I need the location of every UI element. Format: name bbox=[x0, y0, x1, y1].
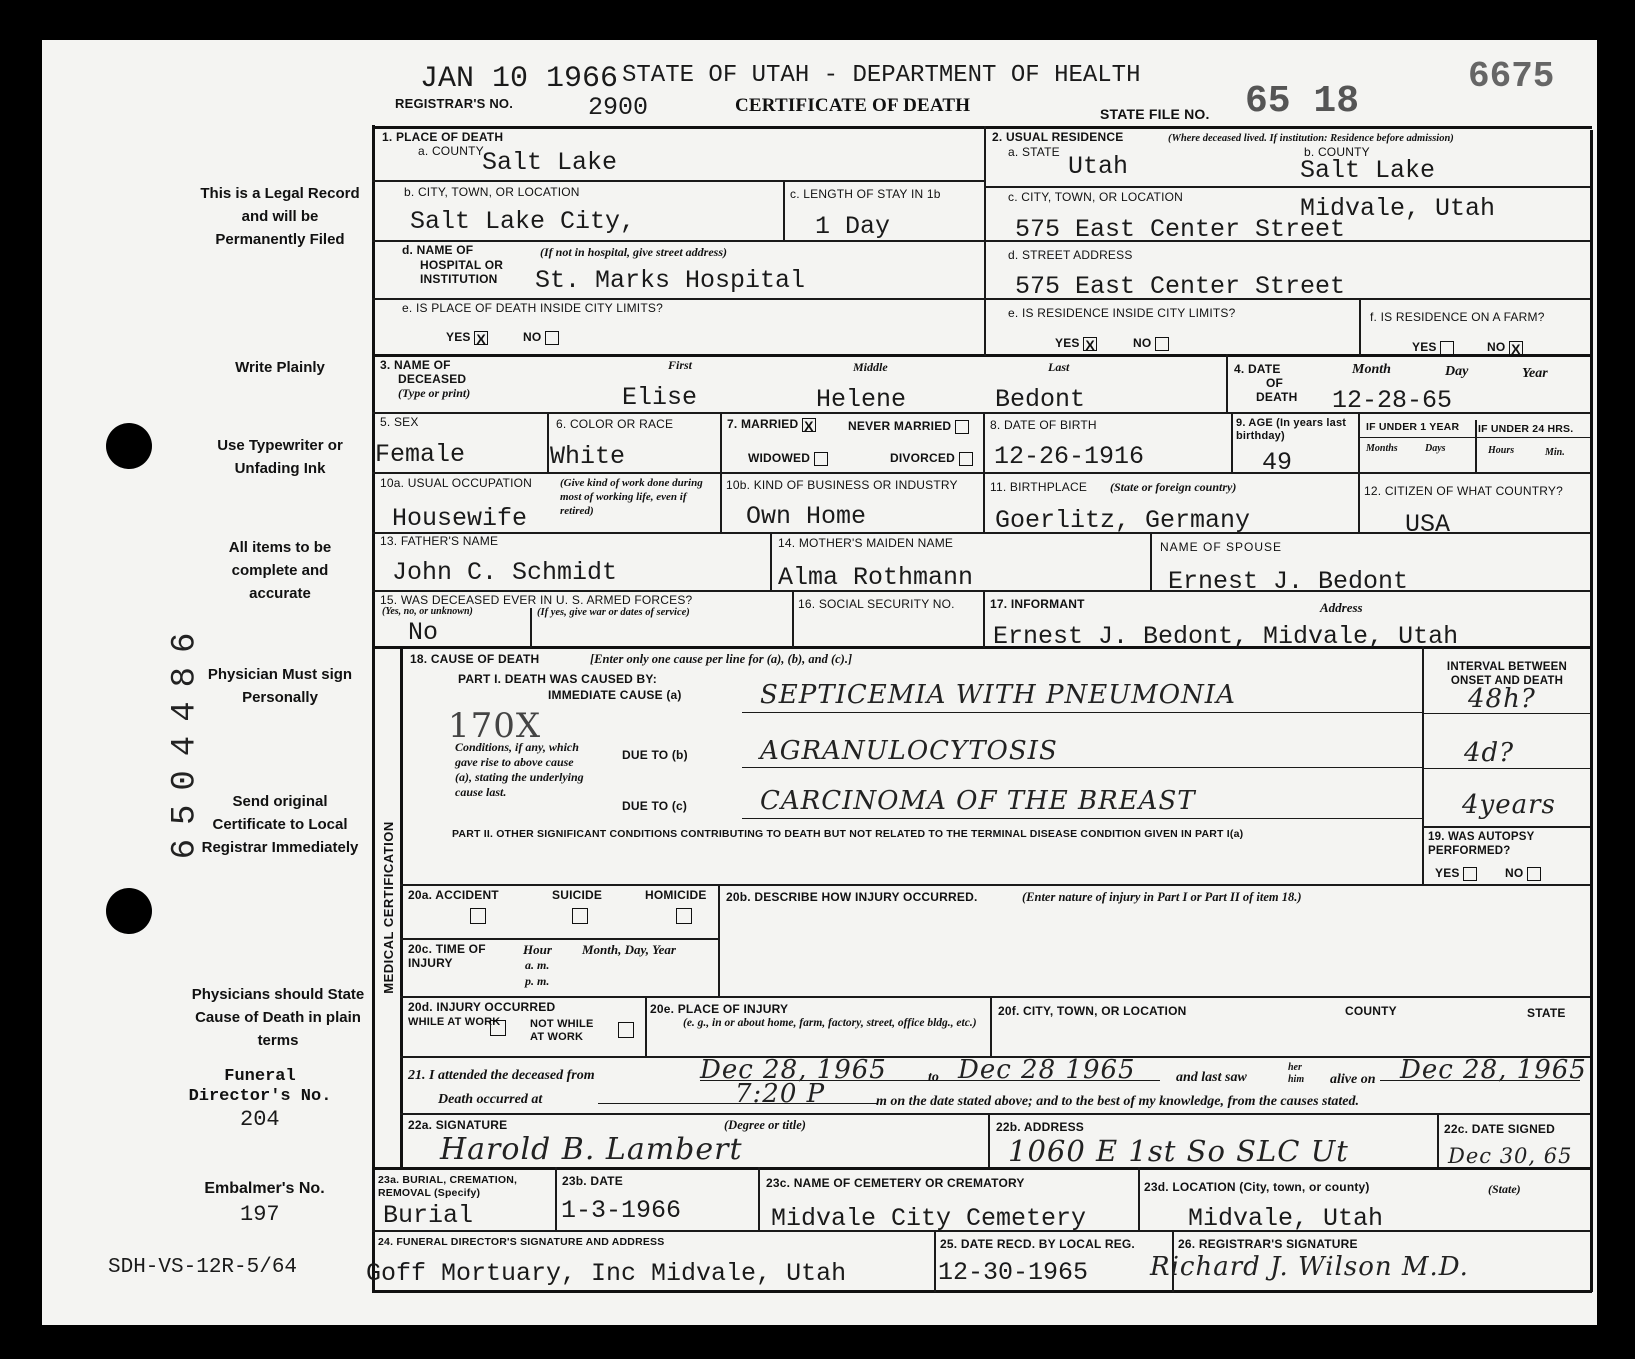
mother-name-label: 14. MOTHER'S MAIDEN NAME bbox=[778, 536, 954, 550]
occupation-label: 10a. USUAL OCCUPATION bbox=[380, 476, 533, 490]
occupation-value: Housewife bbox=[392, 504, 528, 533]
race-label: 6. COLOR OR RACE bbox=[556, 417, 674, 431]
autopsy-no[interactable] bbox=[1505, 866, 1541, 881]
accident-label: 20a. ACCIDENT bbox=[408, 888, 499, 902]
residence-inside-no[interactable] bbox=[1133, 336, 1169, 351]
registrar-no-label: REGISTRAR'S NO. bbox=[395, 96, 514, 111]
death-date-label-b: OF bbox=[1266, 376, 1284, 390]
occupation-note: (Give kind of work done during most of working life, even if retired) bbox=[560, 477, 703, 517]
widowed-text: WIDOWED bbox=[748, 451, 811, 465]
agency-title: STATE OF UTAH - DEPARTMENT OF HEALTH bbox=[622, 62, 1141, 89]
mdy-label: Month, Day, Year bbox=[582, 942, 676, 957]
armed-forces-note-a: (Yes, no, or unknown) bbox=[382, 606, 473, 617]
armed-forces-value: No bbox=[408, 618, 439, 647]
location-state-label: (State) bbox=[1488, 1182, 1521, 1196]
hospital-label-c: INSTITUTION bbox=[420, 272, 498, 286]
residence-street-label: d. STREET ADDRESS bbox=[1008, 248, 1133, 262]
sidebar-state-cause: Physicians should State Cause of Death in plain terms bbox=[191, 986, 365, 1049]
received-stamp: JAN 10 1966 bbox=[420, 62, 619, 96]
due-to-b-label: DUE TO (b) bbox=[622, 748, 688, 762]
date-recd-label: 25. DATE RECD. BY LOCAL REG. bbox=[940, 1237, 1135, 1251]
icd-code: 170X bbox=[448, 706, 542, 746]
autopsy-no-label: NO bbox=[1505, 866, 1524, 880]
informant-label: 17. INFORMANT bbox=[990, 597, 1085, 611]
part2-label: PART II. OTHER SIGNIFICANT CONDITIONS CONTRIBUTING TO DEATH BUT NOT RELATED TO THE TERMINAL DISEASE CONDITION GIVEN IN PART I(a) bbox=[452, 828, 1244, 840]
marital-married[interactable] bbox=[727, 417, 816, 432]
interval-b: 4d? bbox=[1464, 738, 1515, 768]
cause-of-death-note: [Enter only one cause per line for (a), (b), and (c).] bbox=[590, 652, 853, 666]
spouse-label: NAME OF SPOUSE bbox=[1160, 540, 1283, 554]
medical-cert-vertical: MEDICAL CERTIFICATION bbox=[380, 821, 396, 994]
injury-place-label: 20e. PLACE OF INJURY bbox=[650, 1002, 789, 1016]
age-label: 9. AGE (In years last birthday) bbox=[1236, 417, 1347, 442]
sidebar-physician-sign: Physician Must sign Personally bbox=[207, 666, 353, 706]
not-while-at-work[interactable] bbox=[530, 1018, 610, 1044]
sex-label: 5. SEX bbox=[380, 415, 419, 429]
vertical-serial: 6504486 bbox=[166, 618, 205, 860]
married-checkbox[interactable]: X bbox=[802, 418, 816, 432]
death-occurred-label: Death occurred at bbox=[438, 1092, 543, 1107]
death-inside-no-label: NO bbox=[523, 330, 542, 344]
dob-value: 12-26-1916 bbox=[994, 442, 1145, 471]
death-inside-yes-checkbox[interactable]: X bbox=[474, 331, 488, 345]
death-date-label-a: 4. DATE bbox=[1234, 362, 1281, 376]
sidebar-complete: All items to be complete and accurate bbox=[228, 539, 332, 602]
residence-city-line2: 575 East Center Street bbox=[1015, 215, 1346, 244]
death-city: Salt Lake City, bbox=[410, 207, 636, 236]
citizen-value: USA bbox=[1405, 510, 1451, 539]
funeral-director-sig-label: 24. FUNERAL DIRECTOR'S SIGNATURE AND ADDRESS bbox=[378, 1236, 665, 1248]
death-date: 12-28-65 bbox=[1332, 386, 1453, 415]
hospital-label-b: HOSPITAL OR bbox=[420, 258, 504, 272]
disposition-label: 23a. BURIAL, CREMATION, REMOVAL (Specify) bbox=[378, 1174, 518, 1199]
farm-no[interactable] bbox=[1487, 340, 1523, 355]
part1-label: PART I. DEATH WAS CAUSED BY: bbox=[458, 672, 657, 686]
months-label: Months bbox=[1366, 443, 1398, 454]
death-county: Salt Lake bbox=[482, 148, 618, 177]
father-name: John C. Schmidt bbox=[392, 558, 618, 587]
residence-inside-yes-label: YES bbox=[1055, 336, 1080, 350]
armed-forces-note-b: (If yes, give war or dates of service) bbox=[537, 607, 690, 618]
sidebar-typewriter: Use Typewriter or Unfading Ink bbox=[217, 437, 343, 477]
autopsy-label: 19. WAS AUTOPSY PERFORMED? bbox=[1428, 831, 1535, 857]
signature-label: 22a. SIGNATURE bbox=[408, 1118, 508, 1132]
residence-state-label: a. STATE bbox=[1008, 145, 1060, 159]
location-label: 23d. LOCATION (City, town, or county) bbox=[1144, 1180, 1370, 1194]
marital-divorced[interactable] bbox=[890, 451, 973, 466]
death-county-label: a. COUNTY bbox=[418, 144, 484, 158]
business-label: 10b. KIND OF BUSINESS OR INDUSTRY bbox=[726, 478, 958, 492]
hospital-label-a: d. NAME OF bbox=[402, 243, 474, 257]
widowed-checkbox[interactable] bbox=[814, 452, 828, 466]
length-of-stay: 1 Day bbox=[815, 212, 891, 241]
death-occurred-time: 7:20 P bbox=[735, 1079, 826, 1109]
attended-from: Dec 28, 1965 bbox=[700, 1055, 887, 1085]
funeral-director-no: 204 bbox=[240, 1107, 280, 1132]
deceased-name-label-b: DECEASED bbox=[398, 372, 467, 386]
interval-a: 48h? bbox=[1468, 684, 1536, 714]
hours-label: Hours bbox=[1488, 445, 1515, 456]
age-value: 49 bbox=[1262, 448, 1293, 477]
farm-yes-checkbox[interactable] bbox=[1440, 341, 1454, 355]
spouse-name: Ernest J. Bedont bbox=[1168, 567, 1409, 596]
last-saw-label: and last saw bbox=[1176, 1070, 1247, 1085]
autopsy-yes[interactable] bbox=[1435, 866, 1477, 881]
citizen-label: 12. CITIZEN OF WHAT COUNTRY? bbox=[1364, 484, 1563, 498]
am-label: a. m. bbox=[525, 958, 550, 972]
location-value: Midvale, Utah bbox=[1188, 1204, 1384, 1233]
farm-no-label: NO bbox=[1487, 340, 1506, 354]
injury-county-label: COUNTY bbox=[1345, 1004, 1397, 1018]
under-24-hrs: IF UNDER 24 HRS. bbox=[1478, 423, 1574, 435]
degree-label: (Degree or title) bbox=[724, 1118, 806, 1132]
usual-residence-label: 2. USUAL RESIDENCE bbox=[992, 130, 1124, 144]
funeral-director-value: Goff Mortuary, Inc Midvale, Utah bbox=[366, 1259, 847, 1288]
her-him-label: her him bbox=[1288, 1062, 1305, 1085]
sidebar-send-original: Send original Certificate to Local Registrar Immediately bbox=[201, 793, 359, 856]
registrar-signature: Richard J. Wilson M.D. bbox=[1150, 1252, 1469, 1282]
not-while-at-work-checkbox[interactable] bbox=[618, 1022, 634, 1038]
pm-label: p. m. bbox=[525, 974, 550, 988]
farm-yes-label: YES bbox=[1412, 340, 1437, 354]
death-day-label: Day bbox=[1445, 364, 1469, 379]
corner-number: 6675 bbox=[1468, 56, 1555, 97]
farm-yes[interactable] bbox=[1412, 340, 1454, 355]
autopsy-yes-checkbox[interactable] bbox=[1463, 867, 1477, 881]
death-month-label: Month bbox=[1352, 362, 1391, 377]
physician-signature: Harold B. Lambert bbox=[440, 1132, 743, 1167]
autopsy-yes-label: YES bbox=[1435, 866, 1460, 880]
attended-to: Dec 28 1965 bbox=[958, 1055, 1136, 1085]
ssn-label: 16. SOCIAL SECURITY NO. bbox=[798, 597, 955, 611]
disposition-value: Burial bbox=[383, 1201, 474, 1230]
suicide-label: SUICIDE bbox=[552, 888, 603, 902]
not-while-at-work-label: NOT WHILE AT WORK bbox=[530, 1018, 594, 1043]
burial-date: 1-3-1966 bbox=[561, 1196, 682, 1225]
suicide-checkbox[interactable] bbox=[572, 908, 588, 924]
last-name-label: Last bbox=[1048, 360, 1070, 374]
homicide-checkbox[interactable] bbox=[676, 908, 692, 924]
cause-immediate: SEPTICEMIA WITH PNEUMONIA bbox=[760, 680, 1236, 710]
residence-city: Midvale, Utah bbox=[1300, 194, 1496, 223]
cause-due-c: CARCINOMA OF THE BREAST bbox=[760, 786, 1196, 816]
days-label: Days bbox=[1425, 443, 1446, 454]
armed-forces-label: 15. WAS DECEASED EVER IN U. S. ARMED FORCES? bbox=[380, 593, 693, 607]
residence-inside-yes[interactable] bbox=[1055, 336, 1097, 351]
birthplace-value: Goerlitz, Germany bbox=[995, 506, 1251, 535]
punch-hole-bottom bbox=[106, 888, 152, 934]
middle-name-label: Middle bbox=[853, 360, 888, 374]
physician-address: 1060 E 1st So SLC Ut bbox=[1008, 1134, 1349, 1168]
residence-street: 575 East Center Street bbox=[1015, 272, 1346, 301]
burial-date-label: 23b. DATE bbox=[562, 1174, 623, 1188]
attended-to-label: to bbox=[928, 1070, 939, 1085]
place-of-death-label: 1. PLACE OF DEATH bbox=[382, 130, 504, 144]
embalmer-no: 197 bbox=[240, 1202, 280, 1227]
residence-inside-no-label: NO bbox=[1133, 336, 1152, 350]
physician-address-label: 22b. ADDRESS bbox=[996, 1120, 1084, 1134]
residence-inside-no-checkbox[interactable] bbox=[1155, 337, 1169, 351]
father-name-label: 13. FATHER'S NAME bbox=[380, 534, 499, 548]
cause-of-death-label: 18. CAUSE OF DEATH bbox=[410, 652, 540, 666]
due-to-c-label: DUE TO (c) bbox=[622, 799, 688, 813]
divorced-text: DIVORCED bbox=[890, 451, 955, 465]
death-inside-no-checkbox[interactable] bbox=[545, 331, 559, 345]
length-of-stay-label: c. LENGTH OF STAY IN 1b bbox=[790, 187, 941, 201]
dob-label: 8. DATE OF BIRTH bbox=[990, 418, 1097, 432]
immediate-cause-label: IMMEDIATE CAUSE (a) bbox=[548, 688, 682, 702]
deceased-name-label-a: 3. NAME OF bbox=[380, 358, 451, 372]
injury-how-note: (Enter nature of injury in Part I or Part II of item 18.) bbox=[1022, 890, 1302, 904]
date-recd-value: 12-30-1965 bbox=[938, 1258, 1089, 1287]
residence-inside-city-label: e. IS RESIDENCE INSIDE CITY LIMITS? bbox=[1008, 306, 1236, 320]
mother-name: Alma Rothmann bbox=[778, 563, 974, 592]
death-occurred-tail: m on the date stated above; and to the best of my knowledge, from the causes stated. bbox=[876, 1094, 1359, 1109]
under-1-year: IF UNDER 1 YEAR bbox=[1366, 421, 1460, 433]
cemetery-value: Midvale City Cemetery bbox=[771, 1204, 1087, 1233]
residence-inside-yes-checkbox[interactable]: X bbox=[1083, 337, 1097, 351]
first-name-label: First bbox=[668, 358, 693, 372]
residence-state: Utah bbox=[1068, 152, 1129, 181]
usual-residence-note: (Where deceased lived. If institution: Residence before admission) bbox=[1168, 133, 1454, 144]
hospital-name: St. Marks Hospital bbox=[535, 266, 806, 295]
death-inside-yes-label: YES bbox=[446, 330, 471, 344]
informant-address-label: Address bbox=[1320, 600, 1363, 615]
date-signed: Dec 30, 65 bbox=[1448, 1144, 1573, 1168]
interval-label: INTERVAL BETWEEN ONSET AND DEATH bbox=[1446, 661, 1568, 687]
birthplace-note: (State or foreign country) bbox=[1110, 480, 1237, 494]
state-file-no: 65 18 bbox=[1245, 80, 1360, 123]
death-inside-city-label: e. IS PLACE OF DEATH INSIDE CITY LIMITS? bbox=[402, 301, 663, 315]
accident-checkbox[interactable] bbox=[470, 908, 486, 924]
registrar-sig-label: 26. REGISTRAR'S SIGNATURE bbox=[1178, 1237, 1358, 1251]
residence-county: Salt Lake bbox=[1300, 156, 1436, 185]
divorced-checkbox[interactable] bbox=[959, 452, 973, 466]
death-year-label: Year bbox=[1522, 366, 1548, 381]
punch-hole-top bbox=[106, 423, 152, 469]
farm-label: f. IS RESIDENCE ON A FARM? bbox=[1370, 310, 1545, 324]
last-name: Bedont bbox=[995, 385, 1086, 414]
first-name: Elise bbox=[622, 383, 698, 412]
injury-how-label: 20b. DESCRIBE HOW INJURY OCCURRED. bbox=[726, 890, 978, 904]
death-inside-yes[interactable] bbox=[446, 330, 488, 345]
never-married-text: NEVER MARRIED bbox=[848, 419, 952, 433]
marital-widowed[interactable] bbox=[748, 451, 828, 466]
registrar-no: 2900 bbox=[588, 93, 649, 122]
residence-county-label: b. COUNTY bbox=[1304, 145, 1370, 159]
deceased-name-label-c: (Type or print) bbox=[398, 386, 471, 400]
homicide-label: HOMICIDE bbox=[645, 888, 707, 902]
injury-occurred-label: 20d. INJURY OCCURRED bbox=[408, 1000, 556, 1014]
death-date-label-c: DEATH bbox=[1256, 390, 1298, 404]
date-signed-label: 22c. DATE SIGNED bbox=[1444, 1122, 1556, 1136]
injury-place-note: (e. g., in or about home, farm, factory, street, office bldg., etc.) bbox=[683, 1017, 977, 1029]
middle-name: Helene bbox=[816, 385, 907, 414]
hospital-note: (If not in hospital, give street address) bbox=[540, 245, 728, 259]
married-text: MARRIED bbox=[740, 417, 799, 431]
never-married-checkbox[interactable] bbox=[955, 420, 969, 434]
funeral-director-label: Funeral Director's No. bbox=[188, 1067, 332, 1106]
business-value: Own Home bbox=[746, 502, 867, 531]
alive-on-label: alive on bbox=[1330, 1072, 1376, 1087]
sidebar-write-plainly: Write Plainly bbox=[235, 359, 325, 376]
death-city-label: b. CITY, TOWN, OR LOCATION bbox=[404, 185, 580, 199]
death-inside-no[interactable] bbox=[523, 330, 559, 345]
conditions-note: Conditions, if any, which gave rise to above cause (a), stating the underlying cause last. bbox=[455, 740, 584, 799]
certificate-title: CERTIFICATE OF DEATH bbox=[735, 95, 971, 116]
attended-label: 21. I attended the deceased from bbox=[408, 1068, 595, 1083]
residence-city-label: c. CITY, TOWN, OR LOCATION bbox=[1008, 190, 1183, 204]
cause-due-b: AGRANULOCYTOSIS bbox=[760, 736, 1058, 766]
farm-no-checkbox[interactable]: X bbox=[1509, 341, 1523, 355]
interval-c: 4years bbox=[1462, 790, 1556, 820]
min-label: Min. bbox=[1545, 447, 1565, 458]
birthplace-label: 11. BIRTHPLACE bbox=[990, 480, 1088, 494]
sex-value: Female bbox=[375, 440, 466, 469]
alive-on-date: Dec 28, 1965 bbox=[1400, 1055, 1587, 1085]
hour-label: Hour bbox=[523, 942, 552, 957]
state-file-label: STATE FILE NO. bbox=[1100, 106, 1210, 122]
cemetery-label: 23c. NAME OF CEMETERY OR CREMATORY bbox=[766, 1176, 1025, 1190]
autopsy-no-checkbox[interactable] bbox=[1527, 867, 1541, 881]
while-at-work-checkbox[interactable] bbox=[490, 1020, 506, 1036]
informant-value: Ernest J. Bedont, Midvale, Utah bbox=[993, 622, 1459, 651]
injury-city-label: 20f. CITY, TOWN, OR LOCATION bbox=[998, 1004, 1187, 1018]
sidebar-legal-record: This is a Legal Record and will be Permanently Filed bbox=[200, 185, 360, 248]
race-value: White bbox=[550, 442, 626, 471]
injury-state-label: STATE bbox=[1527, 1006, 1566, 1020]
while-at-work-label: WHILE AT WORK bbox=[408, 1016, 501, 1028]
marital-never[interactable] bbox=[848, 419, 969, 434]
form-number: SDH-VS-12R-5/64 bbox=[108, 1256, 298, 1279]
embalmer-label: Embalmer's No. bbox=[204, 1180, 325, 1197]
injury-time-label: 20c. TIME OF INJURY bbox=[408, 942, 486, 970]
marital-married-label: 7. bbox=[727, 417, 741, 431]
